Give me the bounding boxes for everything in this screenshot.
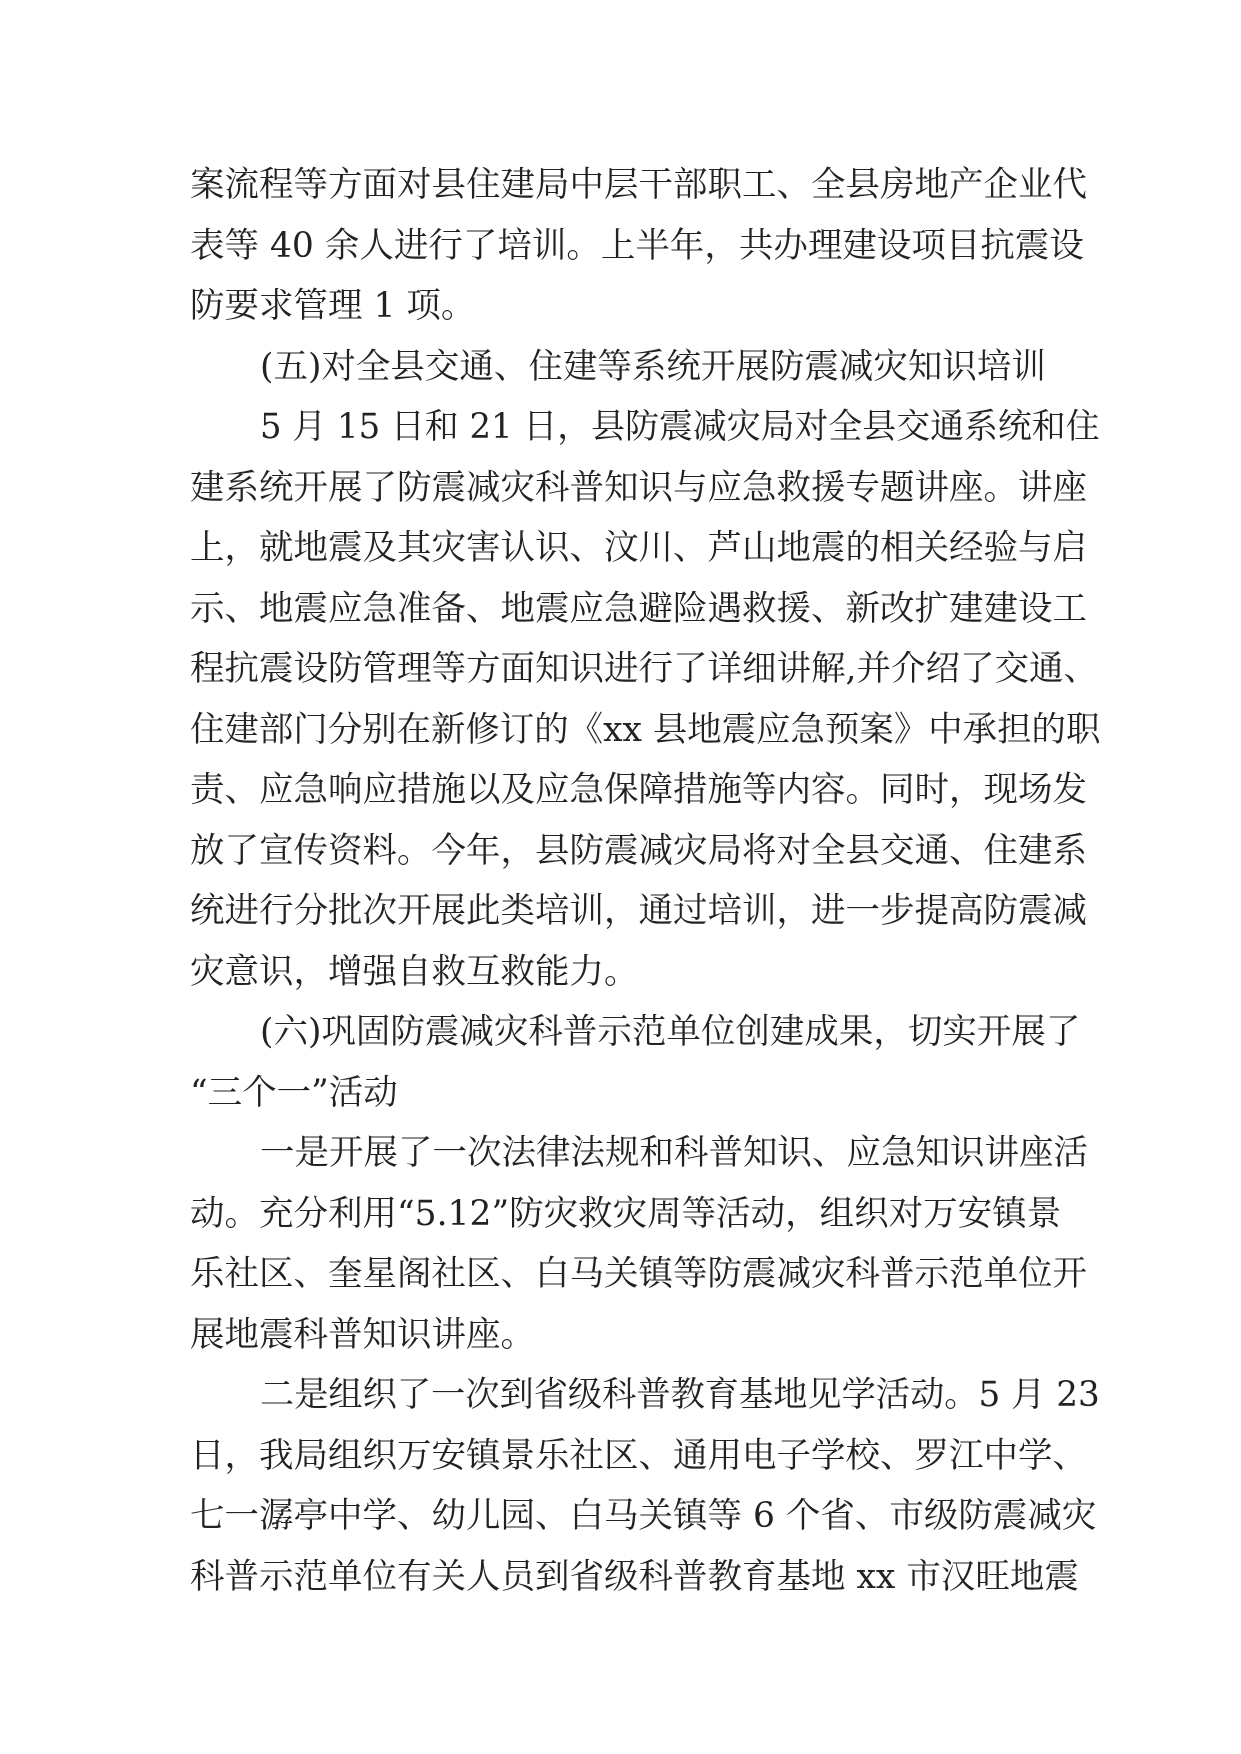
text-line: (五)对全县交通、住建等系统开展防震减灾知识培训 xyxy=(260,346,1046,387)
text-line: 防要求管理 1 项。 xyxy=(190,286,476,326)
text-line: 乐社区、奎星阁社区、白马关镇等防震减灾科普示范单位开 xyxy=(190,1254,1087,1294)
text-line: 一是开展了一次法律法规和科普知识、应急知识讲座活 xyxy=(260,1133,1088,1173)
text-line: 上，就地震及其灾害认识、汶川、芦山地震的相关经验与启 xyxy=(190,528,1087,568)
text-line: 统进行分批次开展此类培训，通过培训，进一步提高防震减 xyxy=(190,891,1087,931)
text-line: 案流程等方面对县住建局中层干部职工、全县房地产企业代 xyxy=(190,165,1087,205)
text-line: 七一潺亭中学、幼儿园、白马关镇等 6 个省、市级防震减灾 xyxy=(190,1496,1097,1536)
text-line: 展地震科普知识讲座。 xyxy=(190,1314,535,1355)
text-line: 示、地震应急准备、地震应急避险遇救援、新改扩建建设工 xyxy=(190,588,1087,629)
text-line: 科普示范单位有关人员到省级科普教育基地 xx 市汉旺地震 xyxy=(190,1556,1079,1597)
text-line: 灾意识，增强自救互救能力。 xyxy=(190,951,639,992)
text-line: (六)巩固防震减灾科普示范单位创建成果，切实开展了 xyxy=(260,1012,1081,1052)
document-body xyxy=(190,155,1101,1607)
text-line: 住建部门分别在新修订的《xx 县地震应急预案》中承担的职 xyxy=(190,709,1101,750)
text-line: “三个一”活动 xyxy=(190,1072,398,1113)
text-line: 责、应急响应措施以及应急保障措施等内容。同时，现场发 xyxy=(190,770,1087,810)
text-line: 5 月 15 日和 21 日，县防震减灾局对全县交通系统和住 xyxy=(260,407,1100,447)
text-line: 建系统开展了防震减灾科普知识与应急救援专题讲座。讲座 xyxy=(190,467,1087,508)
text-line: 日，我局组织万安镇景乐社区、通用电子学校、罗江中学、 xyxy=(190,1435,1087,1476)
text-line: 放了宣传资料。今年，县防震减灾局将对全县交通、住建系 xyxy=(190,830,1087,871)
text-line: 程抗震设防管理等方面知识进行了详细讲解,并介绍了交通、 xyxy=(190,649,1098,689)
text-line: 表等 40 余人进行了培训。上半年，共办理建设项目抗震设 xyxy=(190,225,1084,266)
text-line: 动。充分利用“5.12”防灾救灾周等活动，组织对万安镇景 xyxy=(190,1193,1062,1234)
text-line: 二是组织了一次到省级科普教育基地见学活动。5 月 23 xyxy=(260,1375,1100,1415)
